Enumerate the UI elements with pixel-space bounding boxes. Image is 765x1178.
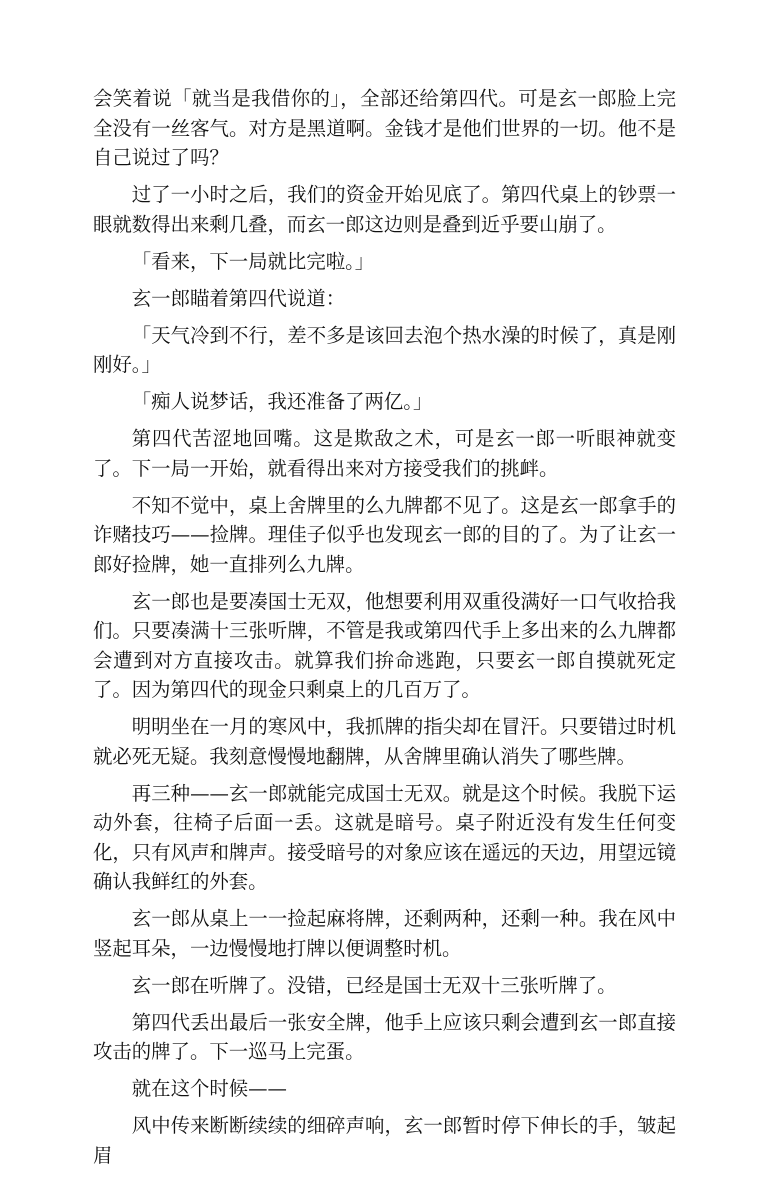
paragraph-9: 玄一郎也是要凑国士无双，他想要利用双重役满好一口气收拾我们。只要凑满十三张听牌，不管是我或第四代手上多出来的么九牌都会遭到对方直接攻击。就算我们拚命逃跑，只要玄一郎自摸就死定了。因为第四代的现金只剩桌上的几百万了。	[93, 589, 676, 701]
paragraph-7: 第四代苦涩地回嘴。这是欺敌之术，可是玄一郎一听眼神就变了。下一局一开始，就看得出来对方接受我们的挑衅。	[93, 427, 676, 480]
page-body	[93, 84, 676, 1178]
paragraph-4: 玄一郎瞄着第四代说道：	[131, 286, 346, 310]
paragraph-10: 明明坐在一月的寒风中，我抓牌的指尖却在冒汗。只要错过时机就必死无疑。我刻意慢慢地翻牌，从舍牌里确认消失了哪些牌。	[93, 715, 676, 768]
paragraph-6: 「痴人说梦话，我还准备了两亿。」	[131, 390, 433, 413]
paragraph-8: 不知不觉中，桌上舍牌里的么九牌都不见了。这是玄一郎拿手的诈赌技巧——捡牌。理佳子似乎也发现玄一郎的目的了。为了让玄一郎好捡牌，她一直排列么九牌。	[93, 493, 676, 576]
paragraph-1: 会笑着说「就当是我借你的」，全部还给第四代。可是玄一郎脸上完全没有一丝客气。对方是黑道啊。金钱才是他们世界的一切。他不是自己说过了吗？	[93, 87, 676, 169]
paragraph-15: 就在这个时候——	[131, 1077, 287, 1100]
paragraph-11: 再三种——玄一郎就能完成国士无双。就是这个时候。我脱下运动外套，往椅子后面一丢。这就是暗号。桌子附近没有发生任何变化，只有风声和牌声。接受暗号的对象应该在遥远的天边，用望远镜确认我鲜红的外套。	[93, 781, 676, 893]
paragraph-16: 风中传来断断续续的细碎声响，玄一郎暂时停下伸长的手，皱起眉	[93, 1114, 676, 1167]
paragraph-14: 第四代丢出最后一张安全牌，他手上应该只剩会遭到玄一郎直接攻击的牌了。下一巡马上完蛋。	[93, 1010, 676, 1063]
paragraph-2: 过了一小时之后，我们的资金开始见底了。第四代桌上的钞票一眼就数得出来剩几叠，而玄一郎这边则是叠到近乎要山崩了。	[93, 183, 676, 236]
paragraph-12: 玄一郎从桌上一一捡起麻将牌，还剩两种，还剩一种。我在风中竖起耳朵，一边慢慢地打牌以便调整时机。	[93, 907, 676, 960]
paragraph-5: 「天气冷到不行，差不多是该回去泡个热水澡的时候了，真是刚刚好。」	[93, 323, 676, 376]
paragraph-3: 「看来，下一局就比完啦。」	[131, 249, 375, 273]
paragraph-13: 玄一郎在听牌了。没错，已经是国士无双十三张听牌了。	[131, 973, 617, 997]
